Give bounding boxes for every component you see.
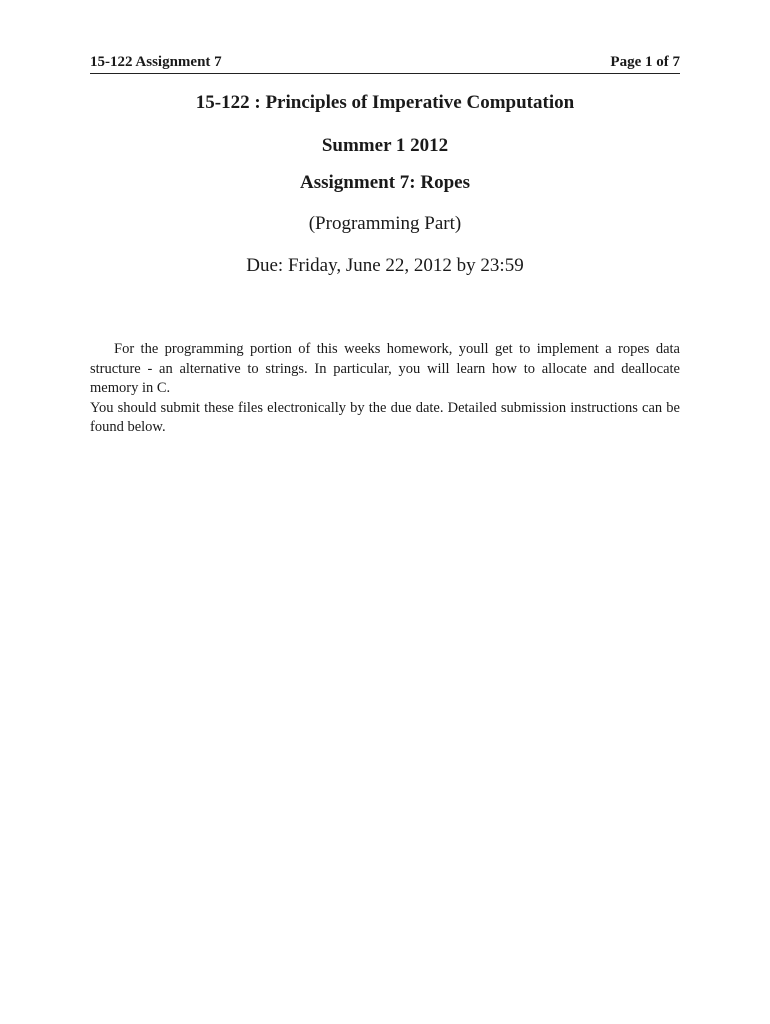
header-page-number: Page 1 of 7 <box>610 54 680 70</box>
assignment-title: Assignment 7: Ropes <box>300 172 470 193</box>
running-header <box>90 53 680 74</box>
intro-text <box>90 340 680 438</box>
due-date: Due: Friday, June 22, 2012 by 23:59 <box>246 255 524 276</box>
term-title: Summer 1 2012 <box>321 135 449 156</box>
header-assignment-label: 15-122 Assignment 7 <box>90 54 222 70</box>
intro-paragraph: For the programming portion of this weeks homework, youll get to implement a ropes data structure - an alternative to strings. In particular, you will learn how to allocate and deallocate memory in C. <box>90 341 680 396</box>
part-subtitle: (Programming Part) <box>308 213 462 234</box>
course-title: 15-122 : Principles of Imperative Computation <box>195 92 575 113</box>
submission-paragraph: You should submit these files electronically by the due date. Detailed submission instructions can be found below. <box>90 399 680 435</box>
